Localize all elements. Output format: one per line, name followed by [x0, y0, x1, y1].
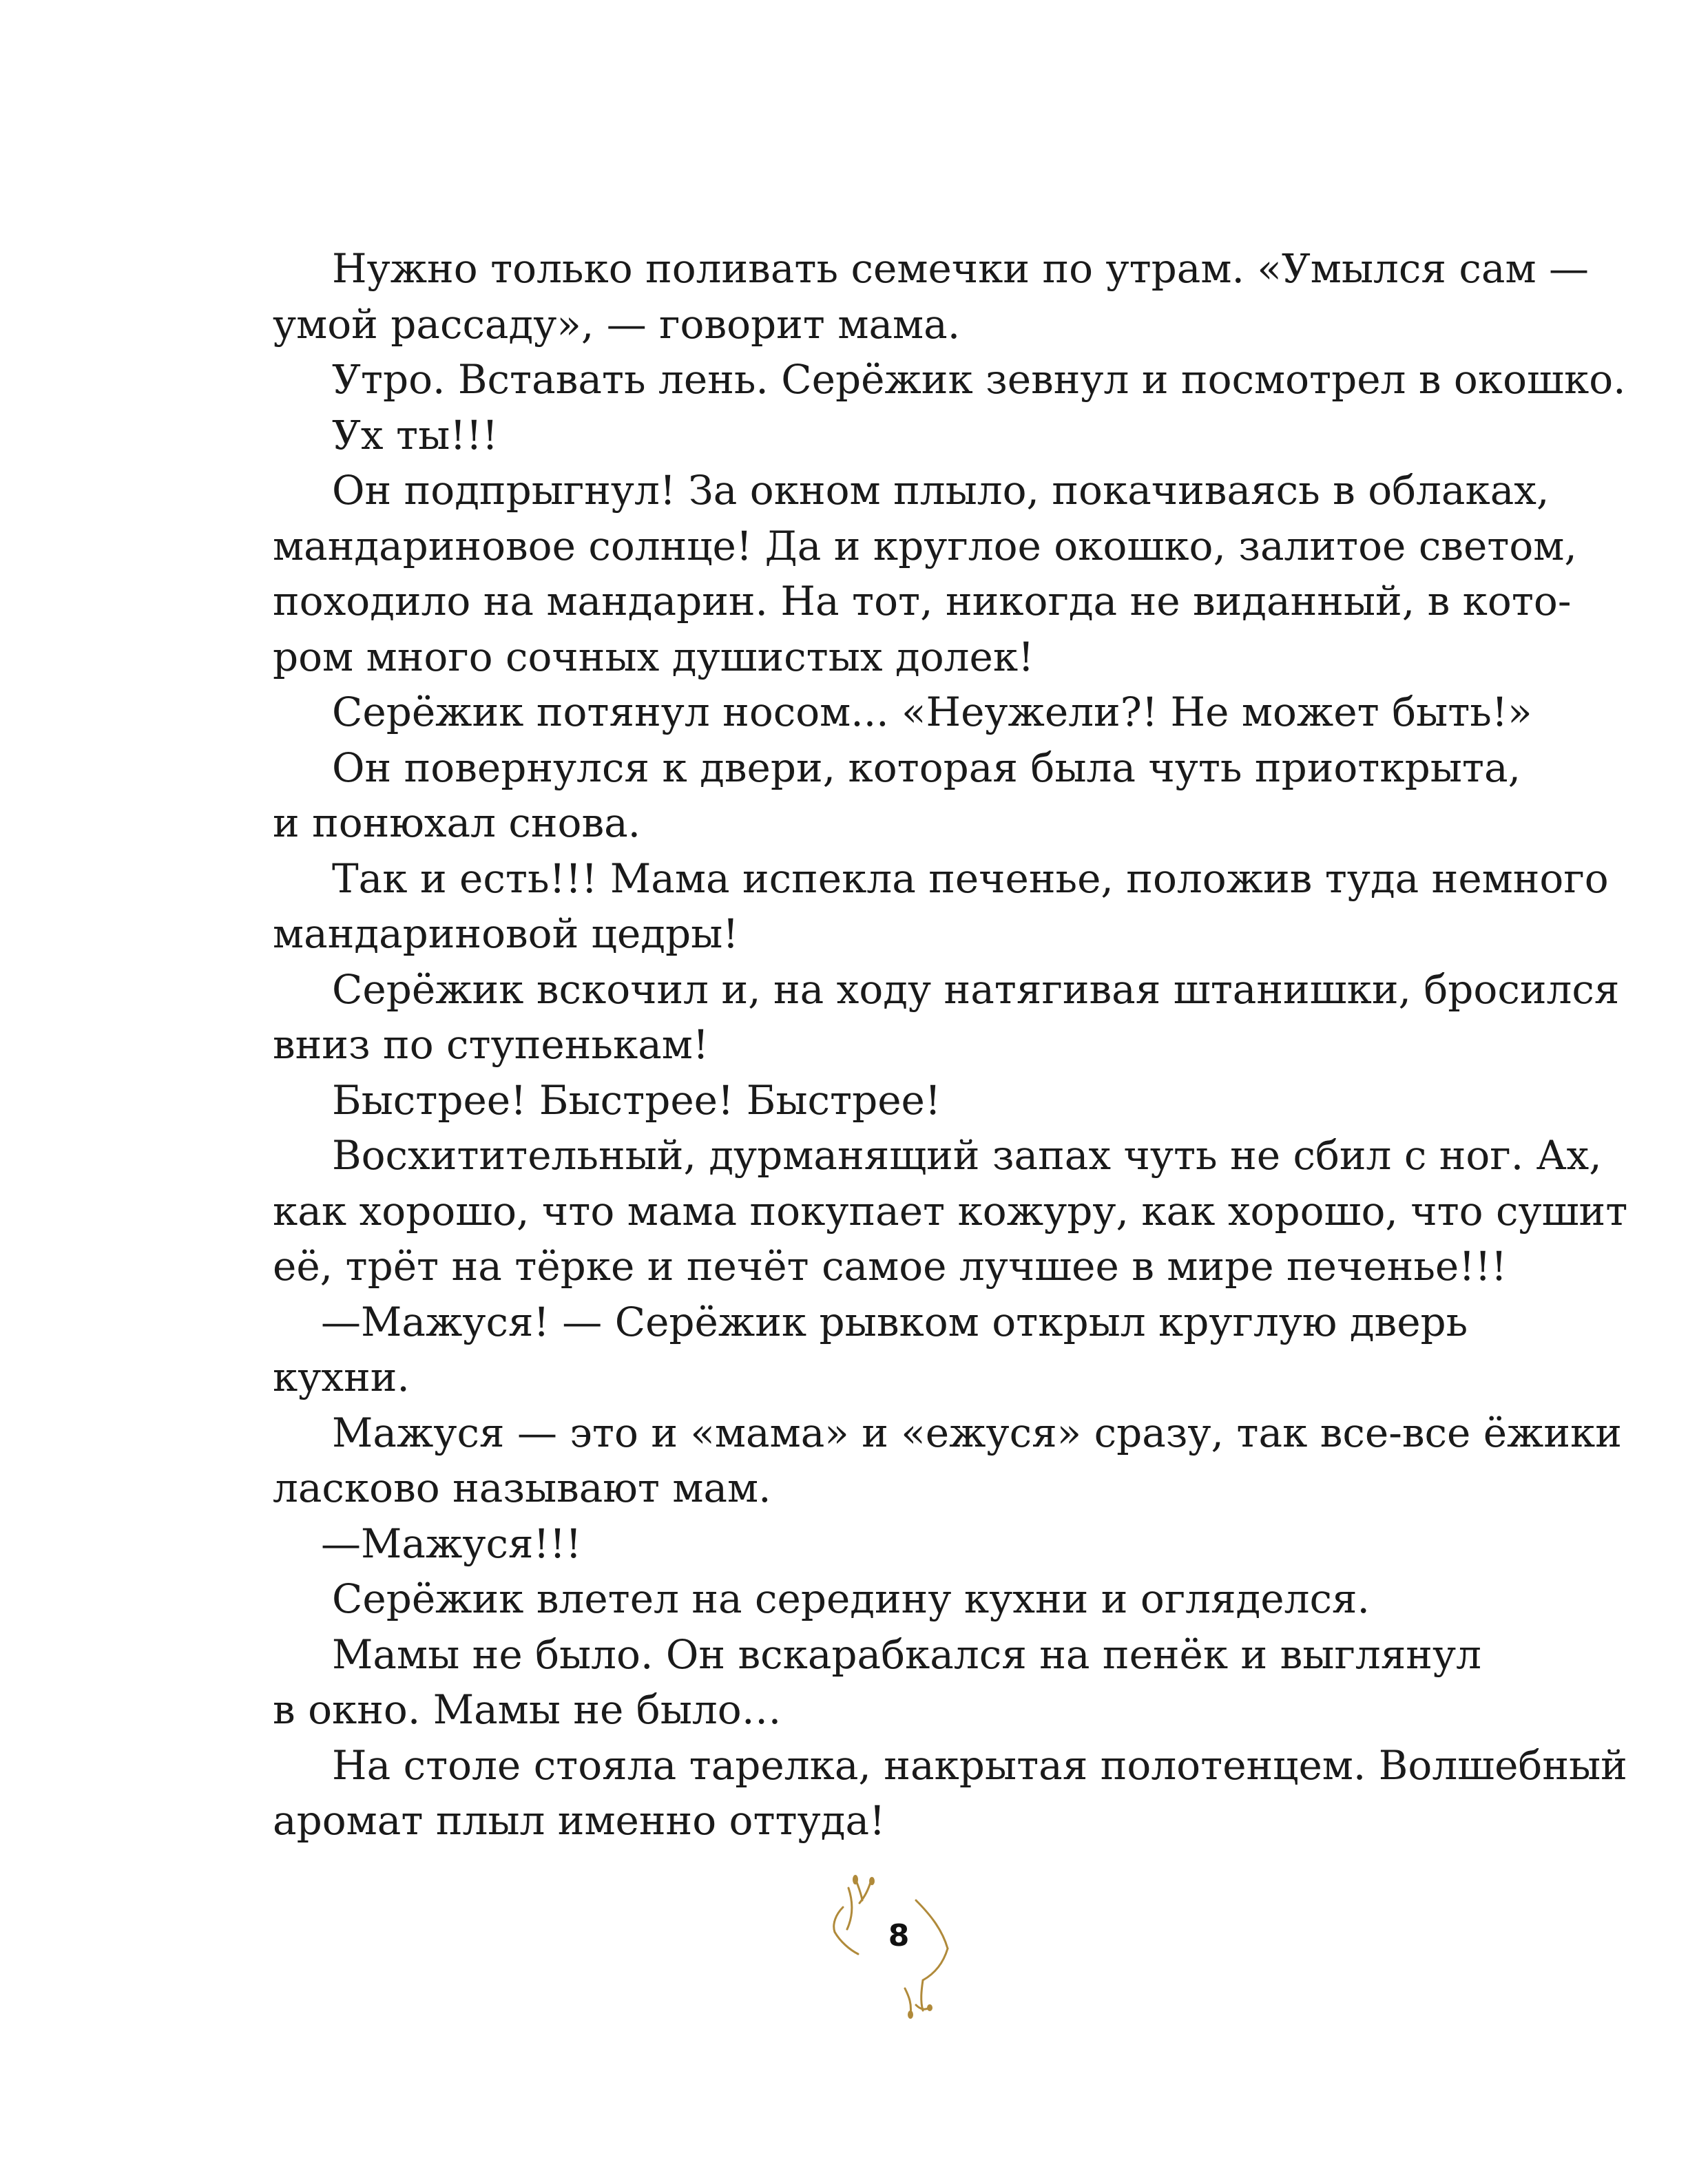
text-line: аромат плыл именно оттуда!: [273, 1797, 886, 1844]
page-number-ornament: [820, 1873, 971, 2031]
text-line: Серёжик влетел на середину кухни и огляделся.: [332, 1575, 1370, 1622]
text-line: Мамы не было. Он вскарабкался на пенёк и выглянул: [332, 1630, 1481, 1678]
text-line: —Мажуся!!!: [321, 1520, 582, 1567]
text-line: ласково называют мам.: [273, 1464, 771, 1511]
text-line: умой рассаду», — говорит мама.: [273, 300, 961, 348]
text-line: Ух ты!!!: [332, 411, 499, 459]
text-line: ром много сочных душистых долек!: [273, 633, 1034, 680]
text-line: Восхитительный, дурманящий запах чуть не сбил с ног. Ах,: [332, 1132, 1602, 1179]
text-line: как хорошо, что мама покупает кожуру, как хорошо, что сушит: [273, 1187, 1628, 1235]
text-line: Так и есть!!! Мама испекла печенье, положив туда немного: [332, 854, 1609, 902]
text-line: Мажуся — это и «мама» и «ежуся» сразу, так все-все ёжики: [332, 1409, 1622, 1456]
page-number: 8: [888, 1918, 910, 1953]
text-line: её, трёт на тёрке и печёт самое лучшее в мире печенье!!!: [273, 1243, 1508, 1290]
text-line: вниз по ступенькам!: [273, 1021, 709, 1068]
text-line: Нужно только поливать семечки по утрам. «Умылся сам —: [332, 245, 1590, 292]
text-line: в окно. Мамы не было…: [273, 1686, 782, 1733]
text-line: Утро. Вставать лень. Серёжик зевнул и посмотрел в окошко.: [332, 356, 1626, 403]
text-line: походило на мандарин. На тот, никогда не виданный, в кото-: [273, 578, 1572, 624]
text-line: Он повернулся к двери, которая была чуть приоткрыта,: [332, 744, 1521, 791]
text-line: и понюхал снова.: [273, 799, 641, 846]
body-text: [273, 241, 1628, 1849]
text-line: Серёжик вскочил и, на ходу натягивая штанишки, бросился: [332, 965, 1620, 1013]
text-line: —Мажуся! — Серёжик рывком открыл круглую дверь: [321, 1298, 1468, 1345]
text-line: Быстрее! Быстрее! Быстрее!: [332, 1076, 941, 1124]
text-line: мандариновое солнце! Да и круглое окошко, залитое светом,: [273, 522, 1577, 569]
text-line: Он подпрыгнул! За окном плыло, покачиваясь в облаках,: [332, 467, 1550, 514]
text-line: мандариновой цедры!: [273, 910, 739, 957]
text-line: Серёжик потянул носом... «Неужели?! Не может быть!»: [332, 689, 1532, 735]
text-line: На столе стояла тарелка, накрытая полотенцем. Волшебный: [332, 1741, 1627, 1789]
text-line: кухни.: [273, 1354, 410, 1400]
